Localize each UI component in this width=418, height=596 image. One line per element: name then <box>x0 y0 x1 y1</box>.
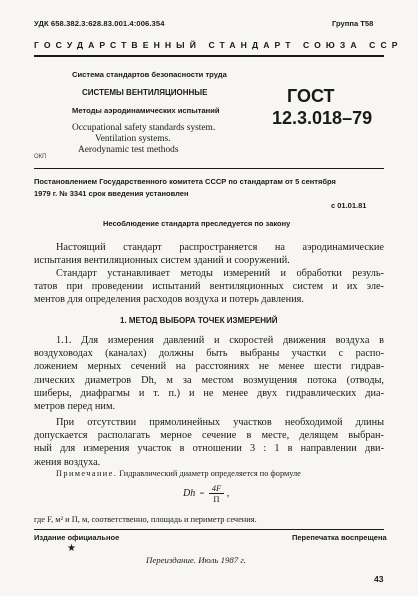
official-edition: Издание официальное <box>34 533 120 542</box>
intro-p1-line: испытания вентиляционных систем зданий и сооружений. <box>34 255 290 267</box>
section-1-heading: 1. МЕТОД ВЫБОРА ТОЧЕК ИЗМЕРЕНИЙ <box>120 316 278 325</box>
subject-title: СИСТЕМЫ ВЕНТИЛЯЦИОННЫЕ <box>82 88 208 97</box>
straight-section-paragraph <box>34 416 384 469</box>
group-code: Группа Т58 <box>332 19 374 28</box>
straight-p-line: допускается располагать мерное сечение в месте, делящем выбран- <box>34 430 384 442</box>
intro-p1-line: Настоящий стандарт распространяется на аэродинамические <box>56 242 384 253</box>
straight-p-line: При отсутствии прямолинейных участков необходимой длины <box>56 417 384 428</box>
intro-paragraph-1 <box>34 241 384 267</box>
formula-numerator: 4F <box>209 483 224 494</box>
english-title-2: Ventilation systems. <box>95 134 171 144</box>
clause-1-1-line: 1.1. Для измерения давлений и скоростей движения воздуха в <box>56 335 384 346</box>
reissue-date: Переиздание. Июль 1987 г. <box>146 555 246 565</box>
formula-lhs: Dh <box>183 488 196 499</box>
note-line <box>56 469 301 478</box>
clause-1-1-line: ложением мерных сечений на расстояниях не менее шести гидрав- <box>34 361 384 373</box>
methods-title: Методы аэродинамических испытаний <box>72 106 220 115</box>
reprint-prohibited: Перепечатка воспрещена <box>292 533 387 542</box>
gost-number: 12.3.018–79 <box>272 108 373 128</box>
clause-1-1-line: воздуховодах (каналах) должны быть выбраны участки с распо- <box>34 348 384 360</box>
intro-paragraph-2 <box>34 267 384 307</box>
effective-date: с 01.01.81 <box>331 201 367 210</box>
english-title-1: Occupational safety standards system. <box>72 123 216 133</box>
straight-p-line: ный для измерения участок в отношении 3 : 1 в направлении дви- <box>34 443 384 455</box>
note-text: Гидравлический диаметр определяется по формуле <box>119 469 301 478</box>
page-number: 43 <box>374 574 384 584</box>
clause-1-1 <box>34 334 384 413</box>
header-rule <box>34 55 384 57</box>
where-definition: где F, м² и П, м, соответственно, площадь и периметр сечения. <box>34 515 257 524</box>
decree-line-2: 1979 г. № 3341 срок введения установлен <box>34 189 189 198</box>
formula-denominator: П <box>213 494 220 504</box>
formula-tail: , <box>226 488 230 499</box>
straight-p-line: жения воздуха. <box>34 456 101 468</box>
intro-p2-line: Стандарт устанавливает методы измерений и обработки резуль- <box>56 268 384 279</box>
hydraulic-diameter-formula <box>183 483 229 509</box>
enforcement-warning: Несоблюдение стандарта преследуется по закону <box>103 219 291 228</box>
gost-label: ГОСТ <box>287 86 335 106</box>
intro-p2-line: ментов для определения расходов воздуха и потерь давления. <box>34 294 304 306</box>
okp-label: ОКП <box>34 154 47 160</box>
footer-rule <box>34 529 384 530</box>
decree-line-1: Постановлением Государственного комитета СССР по стандартам от 5 сентября <box>34 177 336 186</box>
clause-1-1-line: шиберы, диафрагмы и т. п.) и не менее двух гидравлических диа- <box>34 387 384 399</box>
intro-p2-line: татов при проведении испытаний вентиляционных систем и их эле- <box>34 281 384 293</box>
formula-fraction <box>209 483 224 504</box>
state-standard-title: ГОСУДАРСТВЕННЫЙ СТАНДАРТ СОЮЗА ССР <box>34 40 403 50</box>
star-mark: ★ <box>67 543 76 554</box>
formula-eq: = <box>199 489 205 498</box>
title-rule <box>34 168 384 169</box>
note-label: Примечание. <box>56 469 118 478</box>
clause-1-1-line: лических диаметров Dh, м за местом возмущения потока (отводы, <box>34 374 384 386</box>
standards-system-label: Система стандартов безопасности труда <box>72 70 227 79</box>
udk-code: УДК 658.382.3:628.83.001.4:006.354 <box>34 19 165 28</box>
clause-1-1-line: метров перед ним. <box>34 401 116 413</box>
english-title-3: Aerodynamic test methods <box>78 145 179 155</box>
